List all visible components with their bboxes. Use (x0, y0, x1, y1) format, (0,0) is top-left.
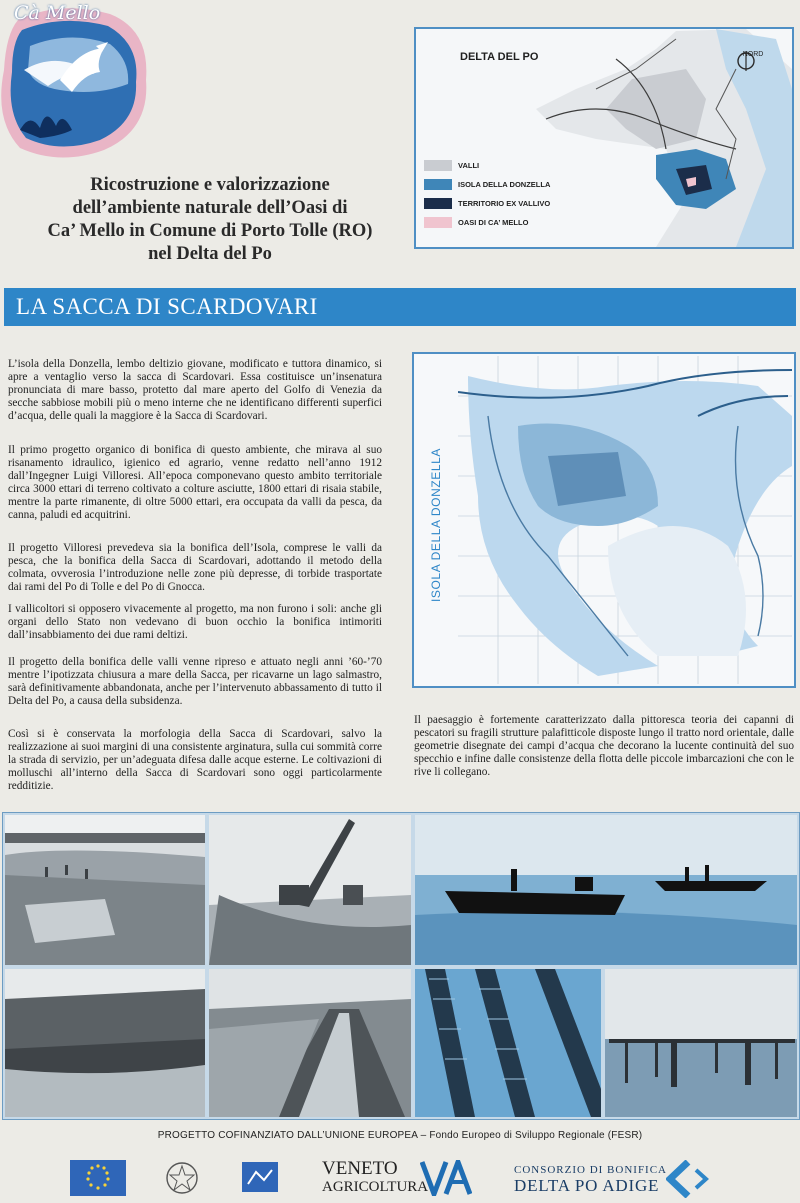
header-title-line: Ca’ Mello in Comune di Porto Tolle (RO) (47, 221, 373, 241)
photo-dike-road (209, 969, 411, 1117)
photo-stilt-huts (605, 969, 797, 1117)
map-title: DELTA DEL PO (460, 51, 539, 63)
header-title-line: dell’ambiente naturale dell’Oasi di (72, 198, 348, 218)
island-map-drawing (458, 356, 792, 684)
photo-fishing-boats (415, 815, 797, 965)
photo-mussel-farms (415, 969, 601, 1117)
body-paragraph: Il progetto della bonifica delle valli venne ripreso e attuato negli anni ’60-’70 mentre l’ipotizzata chiusura a mare della Sacca, per ricavarne un lago salmastro, sarà definitivamente abbandonata, anche per l’intervenuto abbassamento di tutto il Delta del Po, a causa della subsidenza. (8, 656, 382, 708)
ca-mello-logo (0, 0, 150, 160)
eu-flag-icon (70, 1160, 126, 1196)
header-title-line: Ricostruzione e valorizzazione (90, 175, 330, 195)
landscape-paragraph: Il paesaggio è fortemente caratterizzato dalla pittoresca teoria dei capanni di pescatori su fragili strutture palafitticole disposte lungo il tratto nord orientale, dalle geometrie disegnate dei campi d’acqua che decorano la lucente continuità del suo specchio e infine dalle consistenze della flotta delle piccole imbarcazioni che con le rive li collegano. (414, 714, 794, 779)
veneto-agricoltura-logo (322, 1160, 428, 1196)
logo-text: Cà Mello (14, 2, 101, 24)
legend-swatch (424, 198, 452, 209)
legend-swatch (424, 160, 452, 171)
cofinance-line: PROGETTO COFINANZIATO DALL’UNIONE EUROPEA – Fondo Europeo di Sviluppo Regionale (FESR) (157, 1130, 643, 1141)
body-paragraph: L’isola della Donzella, lembo deltizio giovane, modificato e tuttora dinamico, si apre a ventaglio verso la sacca di Scardovari. Essa costituisce un’insenatura pronunciata di mare basso, protetto dal mare aperto del Golfo di Venezia da secche sabbiose mobili più o meno interne che ne identificano differenti superfici d’acqua, delle quali la maggiore è la Sacca di Scardovari. (8, 358, 382, 423)
body-paragraph: Il primo progetto organico di bonifica di questo ambiente, che mirava al suo risanamento idraulico, igienico ed agrario, venne redatto nell’anno 1912 dall’Ingegner Luigi Villoresi. All’epoca componevano questo ambito territoriale circa 3000 ettari di terreno coltivato a colture asciutte, 1800 ettari di risaia stabile, mentre la parte rimanente, di oltre 5000 ettari, era occupata da valli da pesca, da canna, paludi ed acquitrini. (8, 444, 382, 522)
legend-swatch (424, 217, 452, 228)
legend-item (424, 216, 574, 230)
delta-po-adige-line: DELTA PO ADIGE (514, 1176, 660, 1195)
delta-del-po-map (414, 27, 794, 249)
island-side-label (426, 445, 446, 605)
regione-veneto-logo-icon (242, 1162, 278, 1192)
photo-shoreline-workers (5, 815, 205, 965)
legend-item (424, 197, 574, 211)
consorzio-bonifica-logo (514, 1164, 667, 1196)
consorzio-line: CONSORZIO DI BONIFICA (514, 1164, 668, 1176)
veneto-line: VENETO (322, 1158, 398, 1179)
agricoltura-line: AGRICOLTURA (322, 1179, 429, 1195)
consorzio-chevron-icon (666, 1160, 710, 1198)
veneto-agricoltura-mark-icon (420, 1160, 472, 1196)
photo-strip (2, 812, 800, 1120)
legend-label: TERRITORIO EX VALLIVO (458, 199, 551, 208)
delta-map-drawing (536, 29, 792, 247)
legend-label: VALLI (458, 161, 480, 170)
body-paragraph: Così si è conservata la morfologia della Sacca di Scardovari, salvo la realizzazione ai suoi margini di una consistente arginatura, sulla cui sommità corre la strada di servizio, per un’adeguata difesa dalle acque esterne. Le coltivazioni di molluschi all’interno della Sacca di Scardovari sono oggi particolarmente redditizie. (8, 728, 382, 793)
photo-embankment (5, 969, 205, 1117)
body-paragraph: Il progetto Villoresi prevedeva sia la bonifica dell’Isola, comprese le valli da pesca, che la bonifica della Sacca di Scardovari, adottando il metodo della colmata, ovverosia l’introduzione nelle zone più depresse, di torbide trasportate dai rami del Po di Tolle e del Po di Gnocca. (8, 542, 382, 594)
legend-item (424, 178, 574, 192)
header-title (40, 174, 380, 266)
legend-item (424, 159, 574, 173)
north-label: NORD (742, 51, 764, 58)
isola-donzella-map (412, 352, 796, 688)
photo-dredger (209, 815, 411, 965)
section-title: LA SACCA DI SCARDOVARI (16, 294, 318, 319)
italian-republic-emblem-icon (164, 1160, 200, 1196)
body-paragraph: I vallicoltori si opposero vivacemente al progetto, ma non furono i soli: anche gli organi dello Stato non vedevano di buon occhio la bonifica intimoriti dall’insabbiamento dei due rami deltizi. (8, 603, 382, 642)
header-title-line: nel Delta del Po (148, 244, 272, 264)
legend-label: OASI DI CA’ MELLO (458, 218, 529, 227)
island-side-label-text: ISOLA DELLA DONZELLA (429, 447, 443, 603)
legend-swatch (424, 179, 452, 190)
legend-label: ISOLA DELLA DONZELLA (458, 180, 551, 189)
